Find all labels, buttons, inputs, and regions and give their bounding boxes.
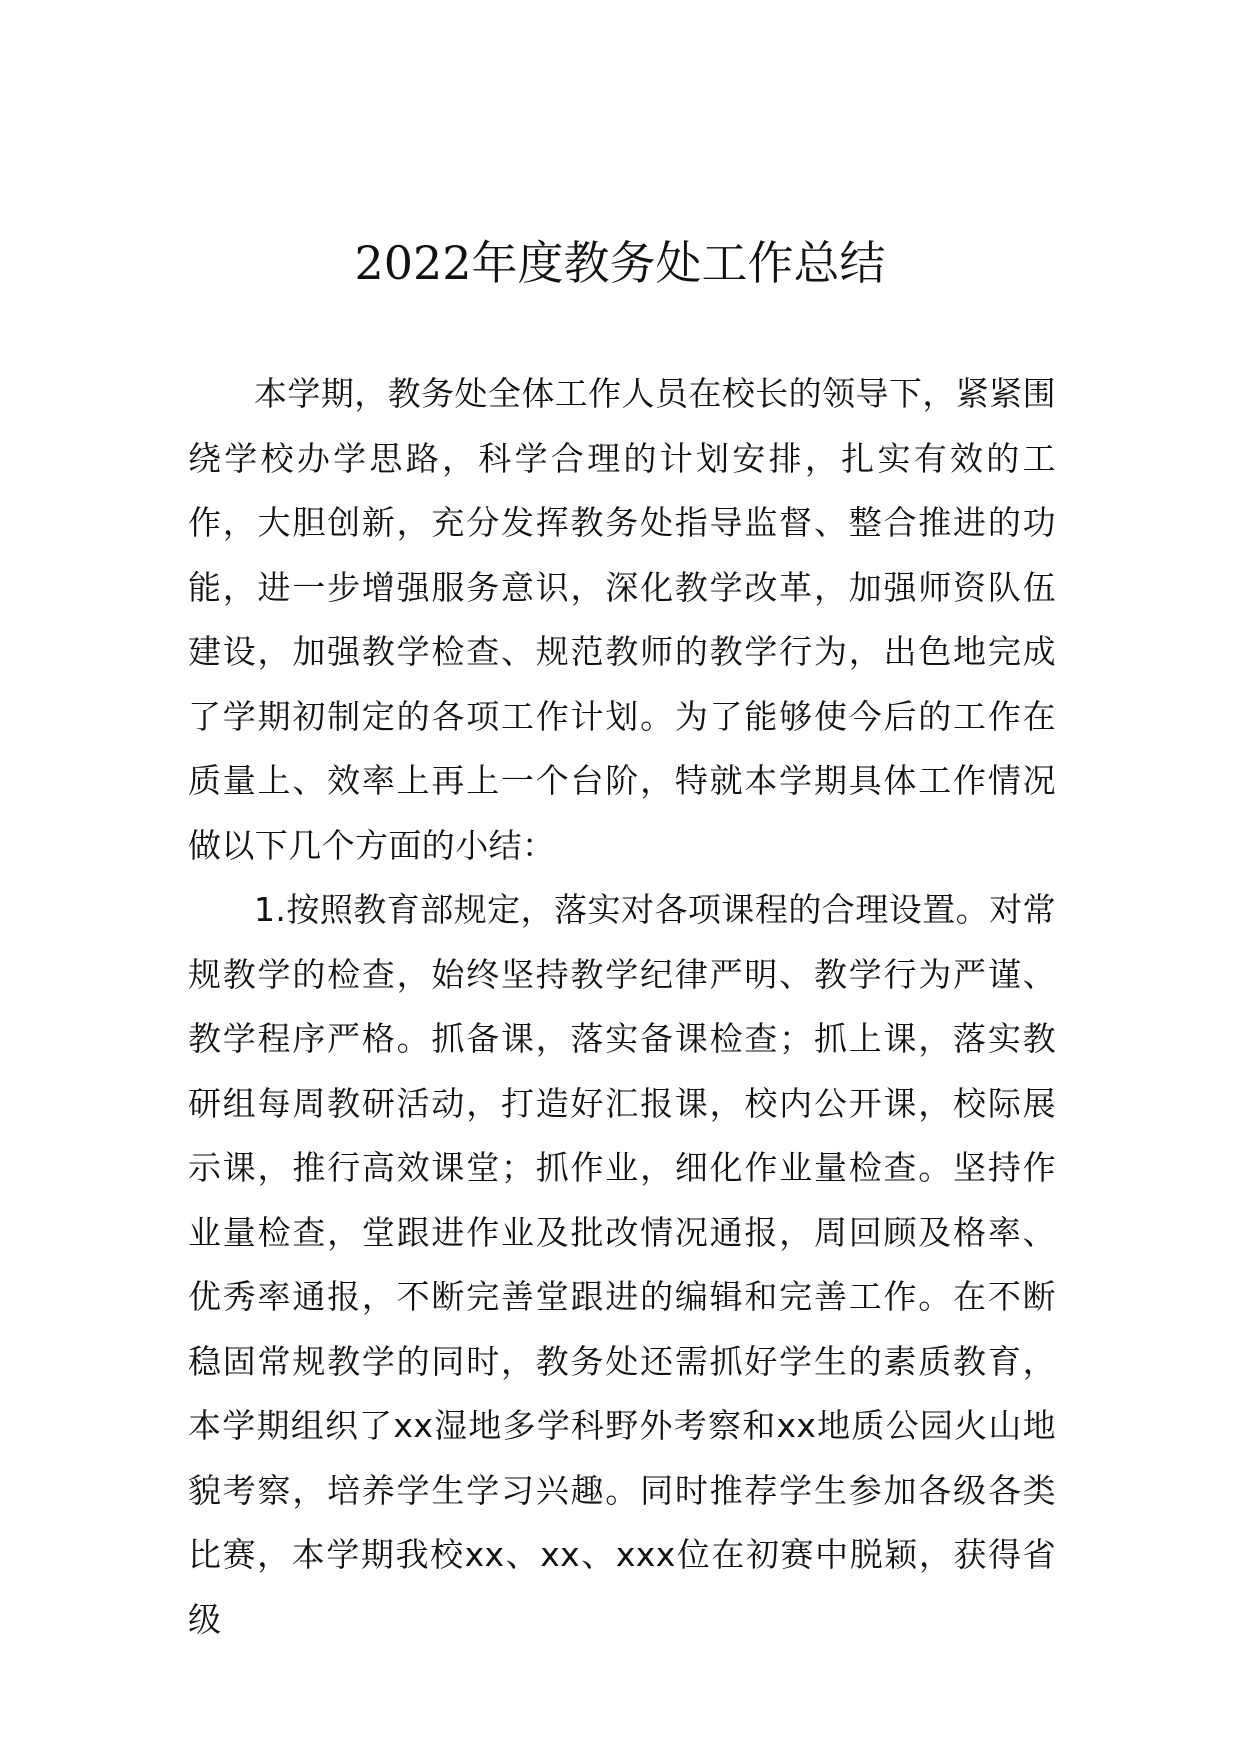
document-body <box>188 362 1056 1652</box>
paragraph-intro: 本学期，教务处全体工作人员在校长的领导下，紧紧围绕学校办学思路，科学合理的计划安排，扎实有效的工作，大胆创新，充分发挥教务处指导监督、整合推进的功能，进一步增强服务意识，深化教学改革，加强师资队伍建设，加强教学检查、规范教师的教学行为，出色地完成了学期初制定的各项工作计划。为了能够使今后的工作在质量上、效率上再上一个台阶，特就本学期具体工作情况做以下几个方面的小结： <box>188 374 1056 865</box>
paragraph-item-1: 1.按照教育部规定，落实对各项课程的合理设置。对常规教学的检查，始终坚持教学纪律严明、教学行为严谨、教学程序严格。抓备课，落实备课检查；抓上课，落实教研组每周教研活动，打造好汇报课，校内公开课，校际展示课，推行高效课堂；抓作业，细化作业量检查。坚持作业量检查，堂跟进作业及批改情况通报，周回顾及格率、优秀率通报，不断完善堂跟进的编辑和完善工作。在不断稳固常规教学的同时，教务处还需抓好学生的素质教育，本学期组织了xx湿地多学科野外考察和xx地质公园火山地貌考察，培养学生学习兴趣。同时推荐学生参加各级各类比赛，本学期我校xx、xx、xxx位在初赛中脱颖，获得省级 <box>188 890 1056 1639</box>
document-title: 2022年度教务处工作总结 <box>354 236 886 290</box>
